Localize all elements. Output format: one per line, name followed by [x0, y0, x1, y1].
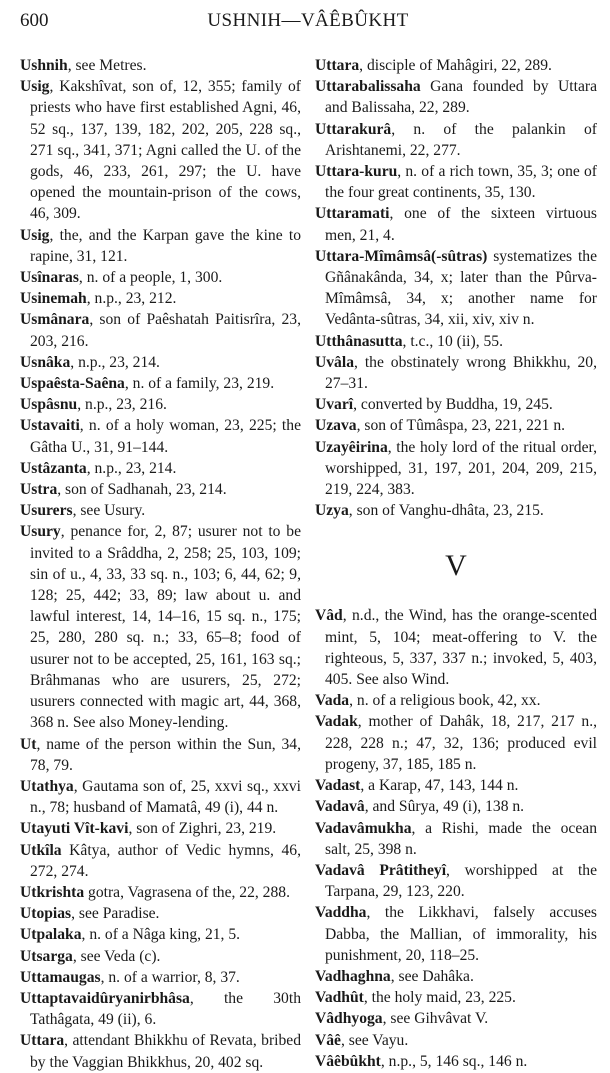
index-entry — [315, 415, 597, 436]
entry-references: , a Karap, 47, 143, 144 n. — [360, 777, 519, 795]
entry-references: , n. of a people, 1, 300. — [78, 269, 223, 287]
running-head: USHNIH—VÂÊBÛKHT — [207, 10, 409, 31]
entry-references: , n.d., the Wind, has the orange-scented mint, 5, 104; meat-offering to V. the righteous, 5, 337, 337 n.; invoked, 5, 403, 405. See also Wind. — [325, 607, 597, 689]
entry-references: , see Paradise. — [71, 905, 160, 923]
index-entry — [315, 860, 597, 902]
right-column — [315, 55, 597, 1072]
entry-references: , see Vayu. — [340, 1031, 409, 1049]
entry-references: Kâtya, author of Vedic hymns, 46, 272, 274. — [30, 841, 301, 880]
index-entry — [20, 882, 301, 903]
entry-headword: Ustâzanta — [20, 459, 87, 477]
entry-headword: Uzava — [315, 417, 357, 435]
entry-headword: Uttamaugas — [20, 968, 101, 986]
entry-headword: Vadavâ Prâtitheyî — [315, 861, 447, 879]
entry-headword: Vadavâmukha — [315, 819, 412, 837]
entry-references: , the, and the Karpan gave the kine to rapine, 31, 121. — [30, 226, 301, 265]
entry-headword: Utsarga — [20, 947, 73, 965]
index-entry — [315, 605, 597, 690]
entry-headword: Usinemah — [20, 290, 87, 308]
index-entry — [315, 711, 597, 775]
index-entry — [20, 521, 301, 733]
index-entry — [20, 415, 301, 457]
index-entry — [315, 987, 597, 1008]
entry-references: , see Gihvâvat V. — [382, 1010, 489, 1028]
index-entry — [315, 161, 597, 203]
entry-headword: Ustra — [20, 481, 58, 499]
index-entry — [315, 55, 597, 76]
entry-references: Gana founded by Uttara and Balissaha, 22, 289. — [325, 78, 597, 117]
entry-references: , name of the person within the Sun, 34, 78, 79. — [30, 735, 301, 774]
entry-references: , mother of Dahâk, 18, 217, 217 n., 228, 228 n.; 47, 32, 136; produced evil progeny, 37, 185, 185 n. — [325, 713, 597, 773]
entry-references: , n.p., 23, 214. — [86, 459, 177, 477]
index-entry — [20, 479, 301, 500]
entry-references: , one of the sixteen virtuous men, 21, 4. — [325, 205, 597, 244]
entry-references: , son of Tûmâspa, 23, 221, 221 n. — [356, 417, 566, 435]
index-entry — [315, 331, 597, 352]
entry-headword: Uttara — [20, 1032, 65, 1050]
index-entry — [20, 924, 301, 945]
index-entry — [315, 796, 597, 817]
index-entry — [315, 966, 597, 987]
entry-headword: Uzya — [315, 502, 349, 520]
entry-references: , n.p., 23, 214. — [70, 353, 160, 371]
index-entry — [315, 437, 597, 501]
index-entry — [315, 1008, 597, 1029]
index-entry — [20, 818, 301, 839]
entry-references: , the holy lord of the ritual order, worshipped, 31, 197, 201, 204, 209, 215, 219, 224, 383. — [325, 438, 597, 499]
entry-references: , disciple of Mahâgiri, 22, 289. — [359, 57, 552, 74]
index-entry — [315, 818, 597, 860]
entry-headword: Vadavâ — [315, 798, 365, 816]
entry-headword: Usmânara — [20, 311, 90, 329]
entry-headword: Utkîla — [20, 841, 62, 859]
index-entry — [20, 352, 301, 373]
section-letter: V — [445, 549, 467, 583]
entry-headword: Utpalaka — [20, 926, 82, 944]
entry-references: , Kakshîvat, son of, 12, 355; family of priests who have first established Agni, 46, 52 sq., 137, 139, 182, 202, 205, 228 sq., 271 sq., 341, 371; Agni called the U. of the gods, 46, 233, 261, 297; the U. have opened the mountain-prison of the cows, 46, 309. — [30, 78, 301, 223]
entry-references: , son of Vanghu-dhâta, 23, 215. — [348, 502, 544, 520]
index-entry — [20, 903, 301, 924]
entry-headword: Usig — [20, 78, 50, 96]
entry-references: , son of Sadhanah, 23, 214. — [57, 481, 227, 499]
page-header — [20, 10, 596, 40]
index-entry — [20, 946, 301, 967]
index-entry — [20, 840, 301, 882]
entry-references: , son of Zighri, 23, 219. — [128, 820, 277, 838]
index-entry — [20, 776, 301, 818]
entry-headword: Vadhût — [315, 989, 364, 1007]
entry-headword: Usînaras — [20, 269, 79, 287]
entry-references: , the obstinately wrong Bhikkhu, 20, 27–31. — [325, 353, 597, 393]
page-number: 600 — [20, 10, 49, 31]
entry-references: , a Rishi, made the ocean salt, 25, 398 n. — [325, 819, 597, 858]
entry-references: , worshipped at the Tarpana, 29, 123, 220. — [325, 861, 597, 901]
entry-references: , see Veda (c). — [72, 947, 161, 965]
entry-headword: Uttara-kuru — [315, 163, 398, 181]
index-entry — [20, 1030, 301, 1072]
index-entry — [315, 394, 597, 415]
entry-references: , n.p., 23, 216. — [77, 396, 167, 414]
entry-references: , attendant Bhikkhu of Revata, bribed by the Vaggian Bhikkhus, 20, 402 sq. — [30, 1032, 301, 1071]
entry-headword: Utthânasutta — [315, 332, 403, 350]
entry-headword: Utayuti Vît-kavi — [20, 820, 129, 838]
entry-references: , t.c., 10 (ii), 55. — [402, 332, 503, 350]
entry-references: , converted by Buddha, 19, 245. — [353, 396, 553, 414]
entry-headword: Uttaptavaidûryanirbhâsa — [20, 989, 190, 1007]
index-entry — [20, 55, 301, 76]
index-entry — [315, 1030, 597, 1051]
entry-references: , n.p., 23, 212. — [86, 290, 177, 308]
entry-references: , son of Paêshatah Paitisrîra, 23, 203, 216. — [30, 311, 301, 350]
entry-references: , n. of a warrior, 8, 37. — [100, 968, 240, 986]
entry-headword: Ut — [20, 735, 37, 753]
entry-headword: Vaddha — [315, 904, 367, 922]
entry-references: , see Usury. — [72, 502, 146, 520]
entry-references: , n. of a rich town, 35, 3; one of the four great continents, 35, 130. — [325, 163, 597, 202]
entry-headword: Vadak — [315, 713, 358, 731]
index-entry — [315, 500, 597, 521]
entry-references: gotra, Vagrasena of the, 22, 288. — [84, 883, 290, 901]
index-entry — [20, 967, 301, 988]
entry-headword: Vadhaghna — [315, 967, 391, 985]
entry-references: , see Dahâka. — [390, 967, 474, 985]
index-entry — [315, 203, 597, 245]
entry-headword: Uzayêirina — [315, 438, 388, 456]
entry-headword: Vâê — [315, 1031, 341, 1049]
index-entry — [20, 267, 301, 288]
entry-references: , n. of a Nâga king, 21, 5. — [81, 926, 241, 944]
entry-headword: Usig — [20, 226, 50, 244]
entry-references: , the Likkhavi, falsely accuses Dabba, the Mallian, of immorality, his punishment, 20, 118–25. — [325, 904, 597, 964]
entry-references: , Gautama son of, 25, xxvi sq., xxvi n., 78; husband of Mamatâ, 49 (i), 44 n. — [30, 777, 301, 817]
entry-headword: Utkrishta — [20, 883, 85, 901]
entry-references: , the 30th Tathâgata, 49 (ii), 6. — [30, 989, 301, 1029]
entry-references: systematizes the Gñânakânda, 34, x; later than the Pûrva-Mîmâmsâ, 34, x; another name for Vedânta-sûtras, 34, xii, xiv, xiv n. — [325, 247, 597, 329]
entry-references: , n. of a family, 23, 219. — [124, 375, 275, 393]
left-column — [20, 55, 301, 1073]
entry-headword: Vâdhyoga — [315, 1010, 383, 1028]
index-entry — [20, 373, 301, 394]
entry-headword: Utathya — [20, 777, 74, 795]
index-entry — [20, 288, 301, 309]
entry-references: , see Metres. — [67, 57, 147, 74]
entry-headword: Usurers — [20, 502, 73, 520]
index-entry — [20, 500, 301, 521]
entry-references: , n. of a religious book, 42, xx. — [349, 692, 541, 710]
entry-headword: Vâêbûkht — [315, 1052, 381, 1070]
entry-headword: Usury — [20, 523, 61, 541]
index-entry — [20, 225, 301, 267]
entry-headword: Uttara-Mîmâmsâ(-sûtras) — [315, 247, 488, 265]
index-entry — [315, 902, 597, 966]
index-entry — [20, 458, 301, 479]
entry-headword: Uttarabalissaha — [315, 78, 421, 96]
index-entry — [315, 775, 597, 796]
index-entry — [315, 690, 597, 711]
entry-headword: Vadast — [315, 777, 361, 795]
index-entry — [315, 76, 597, 118]
entry-headword: Vâd — [315, 607, 343, 625]
entry-headword: Uspâsnu — [20, 396, 78, 414]
entry-references: , n. of the palankin of Arishtanemi, 22, 277. — [325, 120, 597, 159]
index-entry — [20, 988, 301, 1030]
entry-headword: Ustavaiti — [20, 417, 80, 435]
entry-references: , n. of a holy woman, 23, 225; the Gâtha U., 31, 91–144. — [30, 417, 301, 456]
index-entry — [20, 76, 301, 224]
entry-headword: Uspaêsta-Saêna — [20, 375, 125, 393]
entry-references: , and Sûrya, 49 (i), 138 n. — [364, 798, 525, 816]
index-entry — [315, 246, 597, 331]
entry-headword: Usnâka — [20, 353, 71, 371]
entry-headword: Uvâla — [315, 353, 354, 371]
entry-references: , n.p., 5, 146 sq., 146 n. — [380, 1052, 528, 1070]
index-entry — [20, 309, 301, 351]
entry-headword: Uvarî — [315, 396, 354, 414]
entry-headword: Uttarakurâ — [315, 120, 392, 138]
entry-references: , penance for, 2, 87; usurer not to be invited to a Srâddha, 2, 258; 25, 103, 109; sin of u., 4, 33, 33 sq. n., 103; 6, 44, 62; 9, 128; 25, 442; 33, 89; law about u. and lawful interest, 14, 14–16, 15 sq. n., 175; 25, 280, 280 sq. n.; 33, 65–8; food of usurer not to be accepted, 25, 161, 163 sq.; Brâhmanas who are usurers, 25, 272; usurers connected with magic art, 44, 368, 368 n. See also Money-lending. — [30, 523, 301, 732]
entry-headword: Uttaramati — [315, 205, 390, 223]
entry-headword: Ushnih — [20, 57, 68, 74]
index-entry — [20, 734, 301, 776]
index-entry — [315, 352, 597, 394]
entry-headword: Uttara — [315, 57, 360, 74]
index-entry — [20, 394, 301, 415]
entry-headword: Vada — [315, 692, 350, 710]
entry-references: , the holy maid, 23, 225. — [363, 989, 516, 1007]
entry-headword: Utopias — [20, 905, 72, 923]
index-entry — [315, 119, 597, 161]
